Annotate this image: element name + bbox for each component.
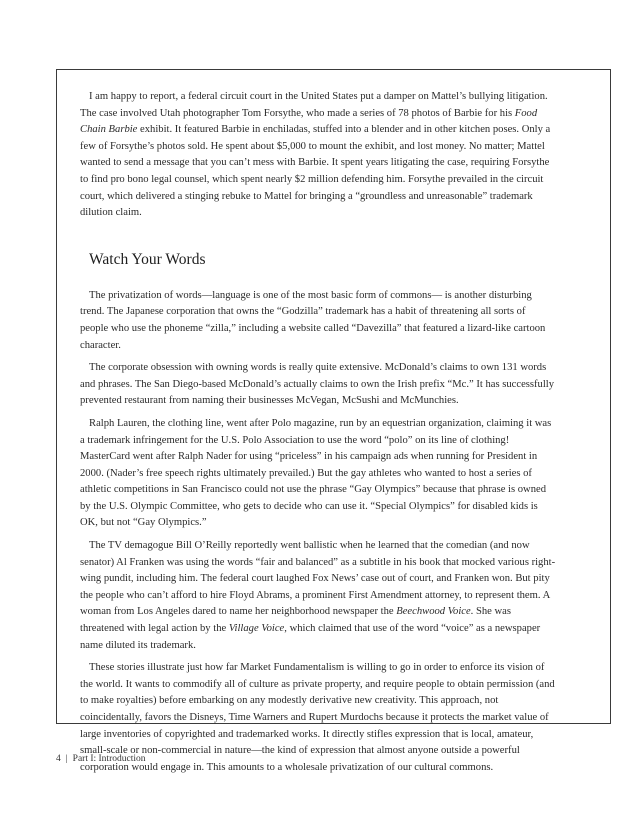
- paragraph-text: . She was threatened with legal action by the: [80, 606, 511, 635]
- main-text-column: [80, 89, 556, 782]
- paragraph-text: I am happy to report, a federal circuit court in the United States put a damper on Mattel’s bullying litigation. The case involved Utah photographer Tom Forsythe, who made a series of 78 photos of Barbie for his: [80, 91, 548, 119]
- paragraph-text: , which claimed that use of the word “voice” as a newspaper name diluted its trademark.: [80, 623, 541, 651]
- part-title: Part I: Introduction: [72, 754, 146, 764]
- newspaper-title: Village Voice: [228, 623, 285, 635]
- footer-separator: |: [65, 754, 68, 764]
- page-number: 4: [56, 754, 61, 764]
- paragraph-oreilly-franken: [80, 538, 556, 654]
- paragraph-mcdonalds: The corporate obsession with owning words is really quite extensive. McDonald’s claims to own 131 words and phrases. The San Diego-based McDonald’s actually claims to own the Irish prefix “Mc.” It has successfully prevented restaurant from naming their businesses McVegan, McSushi and McMunchies.: [80, 362, 555, 407]
- paragraph-polo-olympics: Ralph Lauren, the clothing line, went after Polo magazine, run by an equestrian organization, claiming it was a trademark infringement for the U.S. Polo Association to use the word “polo” on its line of clothing! MasterCard went after Ralph Nader for using “priceless” in his campaign ads when running for President in 2000. (Nader’s free speech rights ultimately prevailed.) But the gay athletes who wanted to host a series of athletic competitions in San Francisco could not use the phrase “Gay Olympics” because that phrase is owned by the U.S. Olympic Committee, who gets to decide who can use it. “Special Olympics” for disabled kids is OK, but not “Gay Olympics.”: [80, 417, 552, 529]
- paragraph-market-fundamentalism: These stories illustrate just how far Market Fundamentalism is willing to go in order to enforce its vision of the world. It wants to commodify all of culture as private property, and require people to obtain permission (and to make royalties) before embarking on any modestly derivative new creativity. This approach, not coincidentally, favors the Disneys, Time Warners and Rupert Murdochs because it protects the market value of large inventories of copyrighted and trademarked works. It directly stifles expression that is local, amateur, small-scale or non-commercial in nature—the kind of expression that almost anyone outside a powerful corporation would engage in. This amounts to a wholesale privatization of our cultural commons.: [80, 662, 555, 773]
- newspaper-title: Beechwood Voice: [396, 606, 471, 618]
- paragraph-godzilla: The privatization of words—language is one of the most basic form of commons— is another disturbing trend. The Japanese corporation that owns the “Godzilla” trademark has a habit of threatening all sorts of people who use the phoneme “zilla,” including a website called “Davezilla” that featured a lizard-like cartoon character.: [80, 289, 546, 351]
- exhibit-title: Food Chain Barbie: [80, 107, 538, 136]
- paragraph-text: The TV demagogue Bill O’Reilly reportedly went ballistic when he learned that the comedian (and now senator) Al Franken was using the words “fair and balanced” as a subtitle in his book that mocked various right-wing pundit, including him. The federal court laughed Fox News’ case out of court, and Franken won. But pity the people who can’t afford to hire Floyd Abrams, a prominent First Amendment attorney, to represent them. A woman from Los Angeles dared to name her neighborhood newspaper the: [80, 540, 556, 618]
- paragraph-text: exhibit. It featured Barbie in enchiladas, stuffed into a blender and in other kitchen poses. Only a few of Forsythe’s photos sold. He spent about $5,000 to mount the exhibit, and lost money. No matter; Mattel wanted to send a message that you can’t mess with Barbie. It spent years litigating the case, requiring Forsythe to find pro bono legal counsel, which spent nearly $2 million defending him. Forsythe prevailed in the circuit court, which delivered a stinging rebuke to Mattel for bringing a “groundless and unreasonable” trademark dilution claim.: [80, 124, 551, 219]
- page-footer: [56, 754, 145, 764]
- section-heading: Watch Your Words: [89, 250, 206, 268]
- paragraph-mattel-barbie: [80, 89, 556, 222]
